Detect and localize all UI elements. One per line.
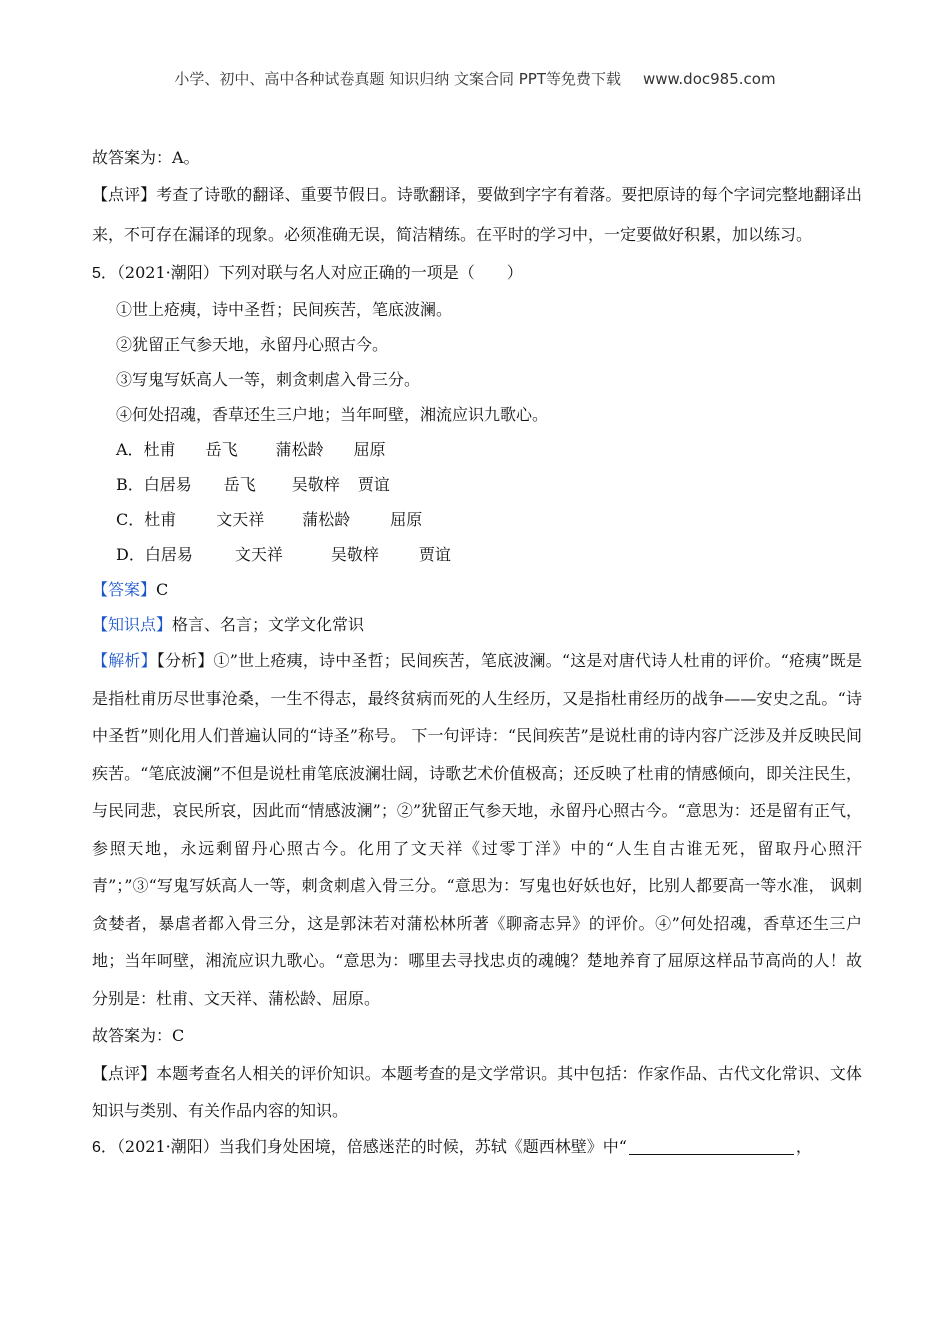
option-name: 杜甫 [143, 440, 176, 459]
option-letter: D． [116, 545, 145, 564]
knowledge-point-text: 格言、名言；文学文化常识 [172, 615, 365, 634]
q5-answer-line: 故答案为：C [92, 1026, 185, 1045]
option-a[interactable] [92, 432, 862, 467]
option-letter: A． [116, 440, 144, 459]
knowledge-point-line [92, 607, 862, 642]
option-name: 贾谊 [418, 545, 451, 564]
question-5-stem [92, 259, 862, 288]
document-body [92, 144, 862, 1166]
comment-tag: 【点评】 [92, 185, 157, 204]
option-name: 岳飞 [205, 440, 238, 459]
knowledge-point-tag: 【知识点】 [92, 615, 173, 634]
option-name: 岳飞 [223, 475, 256, 494]
answer-tag: 【答案】 [92, 580, 157, 599]
option-b[interactable] [92, 467, 862, 502]
option-name: 屈原 [390, 510, 423, 529]
question-source: （2021·潮阳） [116, 1137, 219, 1156]
answer-line [92, 572, 862, 607]
option-d[interactable] [92, 537, 862, 572]
question-source: （2021·潮阳） [116, 263, 219, 282]
comment-tag: 【点评】 [92, 1064, 157, 1083]
option-name: 贾谊 [357, 475, 390, 494]
q5-comment [92, 1055, 862, 1129]
couplet-item: ①世上疮痍，诗中圣哲；民间疾苦，笔底波澜。 [116, 300, 453, 319]
couplet-item: ②犹留正气参天地，永留丹心照古今。 [116, 335, 389, 354]
analysis-tag: 【解析】 [92, 651, 157, 670]
page-header [0, 68, 950, 89]
fill-blank[interactable] [629, 1138, 794, 1155]
option-name: 文天祥 [216, 510, 265, 529]
question-text: 当我们身处困境，倍感迷茫的时候，苏轼《题西林壁》中“ [218, 1137, 627, 1156]
option-name: 杜甫 [144, 510, 177, 529]
comment-text: 考查了诗歌的翻译、重要节假日。诗歌翻译，要做到字字有着落。要把原诗的每个字词完整地翻译出来，不可存在漏译的现象。必须准确无误，简洁精练。在平时的学习中，一定要做好积累，加以练习。 [92, 185, 862, 244]
question-6-stem [92, 1129, 862, 1166]
question-number: 6． [92, 1139, 117, 1156]
option-name: 白居易 [144, 545, 193, 564]
prev-comment [92, 175, 862, 255]
header-text: 小学、初中、高中各种试卷真题 知识归纳 文案合同 PPT等免费下载 [174, 70, 621, 88]
option-letter: C． [116, 510, 145, 529]
option-name: 文天祥 [234, 545, 283, 564]
option-name: 白居易 [143, 475, 192, 494]
answer-value: C [156, 580, 169, 599]
option-name: 吴敬梓 [291, 475, 340, 494]
option-name: 吴敬梓 [330, 545, 379, 564]
prev-answer-line: 故答案为：A。 [92, 148, 200, 167]
couplet-item: ③写鬼写妖高人一等，刺贪刺虐入骨三分。 [116, 370, 421, 389]
analysis-text: 【分析】①”世上疮痍，诗中圣哲；民间疾苦，笔底波澜。“这是对唐代诗人杜甫的评价。“疮痍”既是是指杜甫历尽世事沧桑，一生不得志，最终贫病而死的人生经历，又是指杜甫经历的战争——安史之乱。“诗中圣哲”则化用人们普遍认同的“诗圣”称号。 下一句评诗：“民间疾苦”是说杜甫的诗内容广泛涉及并反映民间疾苦。“笔底波澜”不但是说杜甫笔底波澜壮阔，诗歌艺术价值极高；还反映了杜甫的情感倾向，即关注民生，与民同悲，哀民所哀，因此而“情感波澜”；②”犹留正气参天地，永留丹心照古今。“意思为：还是留有正气，参照天地，永远剩留丹心照古今。化用了文天祥《过零丁洋》中的“人生自古谁无死，留取丹心照汗青”；”③“写鬼写妖高人一等，刺贪刺虐入骨三分。“意思为：写鬼也好妖也好，比别人都要高一等水准， 讽刺贪婪者，暴虐者都入骨三分，这是郭沫若对蒲松林所著《聊斋志异》的评价。④”何处招魂，香草还生三户地；当年呵壁，湘流应识九歌心。“意思为：哪里去寻找忠贞的魂魄？楚地养育了屈原这样品节高尚的人！故分别是：杜甫、文天祥、蒲松龄、屈原。 [92, 651, 862, 1008]
option-name: 蒲松龄 [302, 510, 351, 529]
analysis-paragraph [92, 642, 862, 1017]
couplet-item: ④何处招魂，香草还生三户地；当年呵壁，湘流应识九歌心。 [116, 405, 549, 424]
option-name: 屈原 [353, 440, 386, 459]
question-text: 下列对联与名人对应正确的一项是（ ） [218, 263, 523, 282]
question-number: 5． [92, 265, 117, 282]
comment-text: 本题考查名人相关的评价知识。本题考查的是文学常识。其中包括：作家作品、古代文化常识、文体知识与类别、有关作品内容的知识。 [92, 1064, 862, 1120]
option-letter: B． [116, 475, 144, 494]
question-tail: ， [795, 1137, 812, 1156]
option-c[interactable] [92, 502, 862, 537]
option-name: 蒲松龄 [275, 440, 324, 459]
header-url[interactable]: www.doc985.com [642, 70, 776, 88]
